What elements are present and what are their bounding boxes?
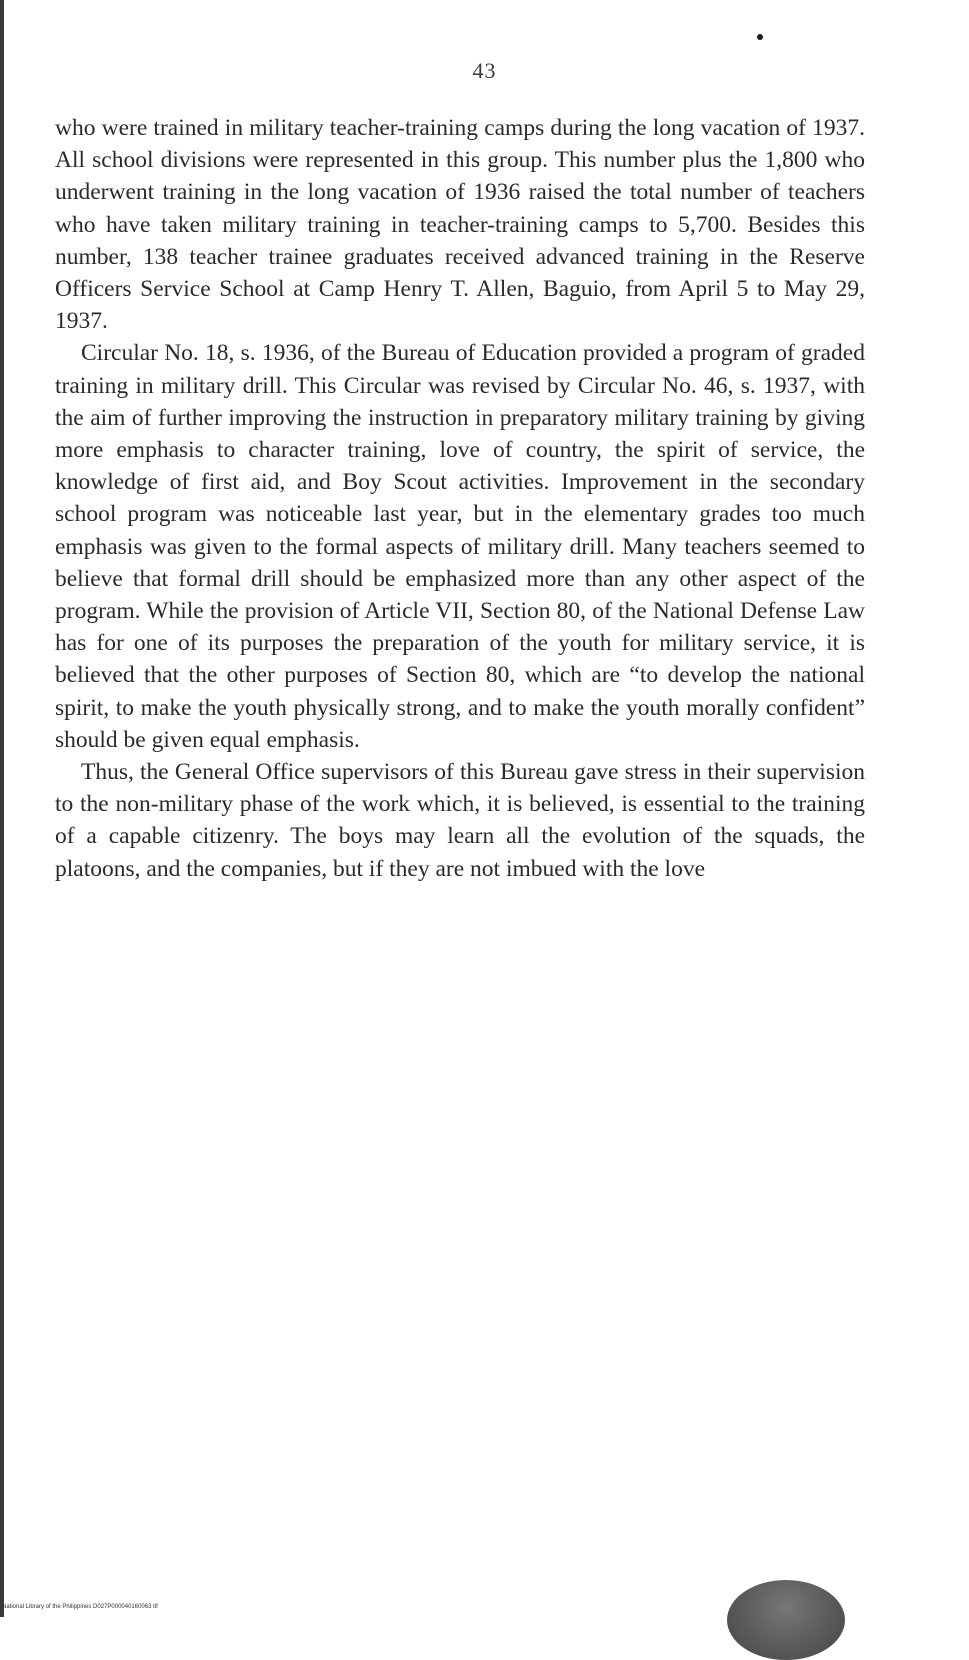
paragraph-3: Thus, the General Office supervisors of this Bureau gave stress in their supervision to the non-military phase of the work which, it is believed, is essential to the training of a capable citizenry. The boys may learn all the evolution of the squads, the platoons, and the companies, but if they are not imbued with the love [55, 759, 865, 882]
paragraph-2: Circular No. 18, s. 1936, of the Bureau of Education provided a program of graded training in military drill. This Circular was revised by Circular No. 46, s. 1937, with the aim of further improving the instruction in preparatory military training by giving more emphasis to character training, love of country, the spirit of service, the knowledge of first aid, and Boy Scout activities. Improvement in the secondary school program was noticeable last year, but in the elementary grades too much emphasis was given to the formal aspects of military drill. Many teachers seemed to believe that formal drill should be emphasized more than any other aspect of the program. While the provision of Article VII, Section 80, of the National Defense Law has for one of its purposes the preparation of the youth for military service, it is believed that the other purposes of Section 80, which are “to develop the national spirit, to make the youth physically strong, and to make the youth morally confident” should be given equal emphasis. [55, 340, 865, 753]
body-text [55, 112, 865, 885]
scan-thumb-shadow [727, 1580, 845, 1660]
page-edge-shadow [0, 0, 4, 1617]
page-number: 43 [472, 58, 497, 83]
scan-credit: National Library of the Philippines D027P000040160063 tif [2, 1604, 158, 1610]
scan-speck [757, 34, 763, 40]
paragraph-1: who were trained in military teacher-training camps during the long vacation of 1937. All school divisions were represented in this group. This number plus the 1,800 who underwent training in the long vacation of 1936 raised the total number of teachers who have taken military training in teacher-training camps to 5,700. Besides this number, 138 teacher trainee graduates received advanced training in the Reserve Officers Service School at Camp Henry T. Allen, Baguio, from April 5 to May 29, 1937. [55, 115, 865, 335]
